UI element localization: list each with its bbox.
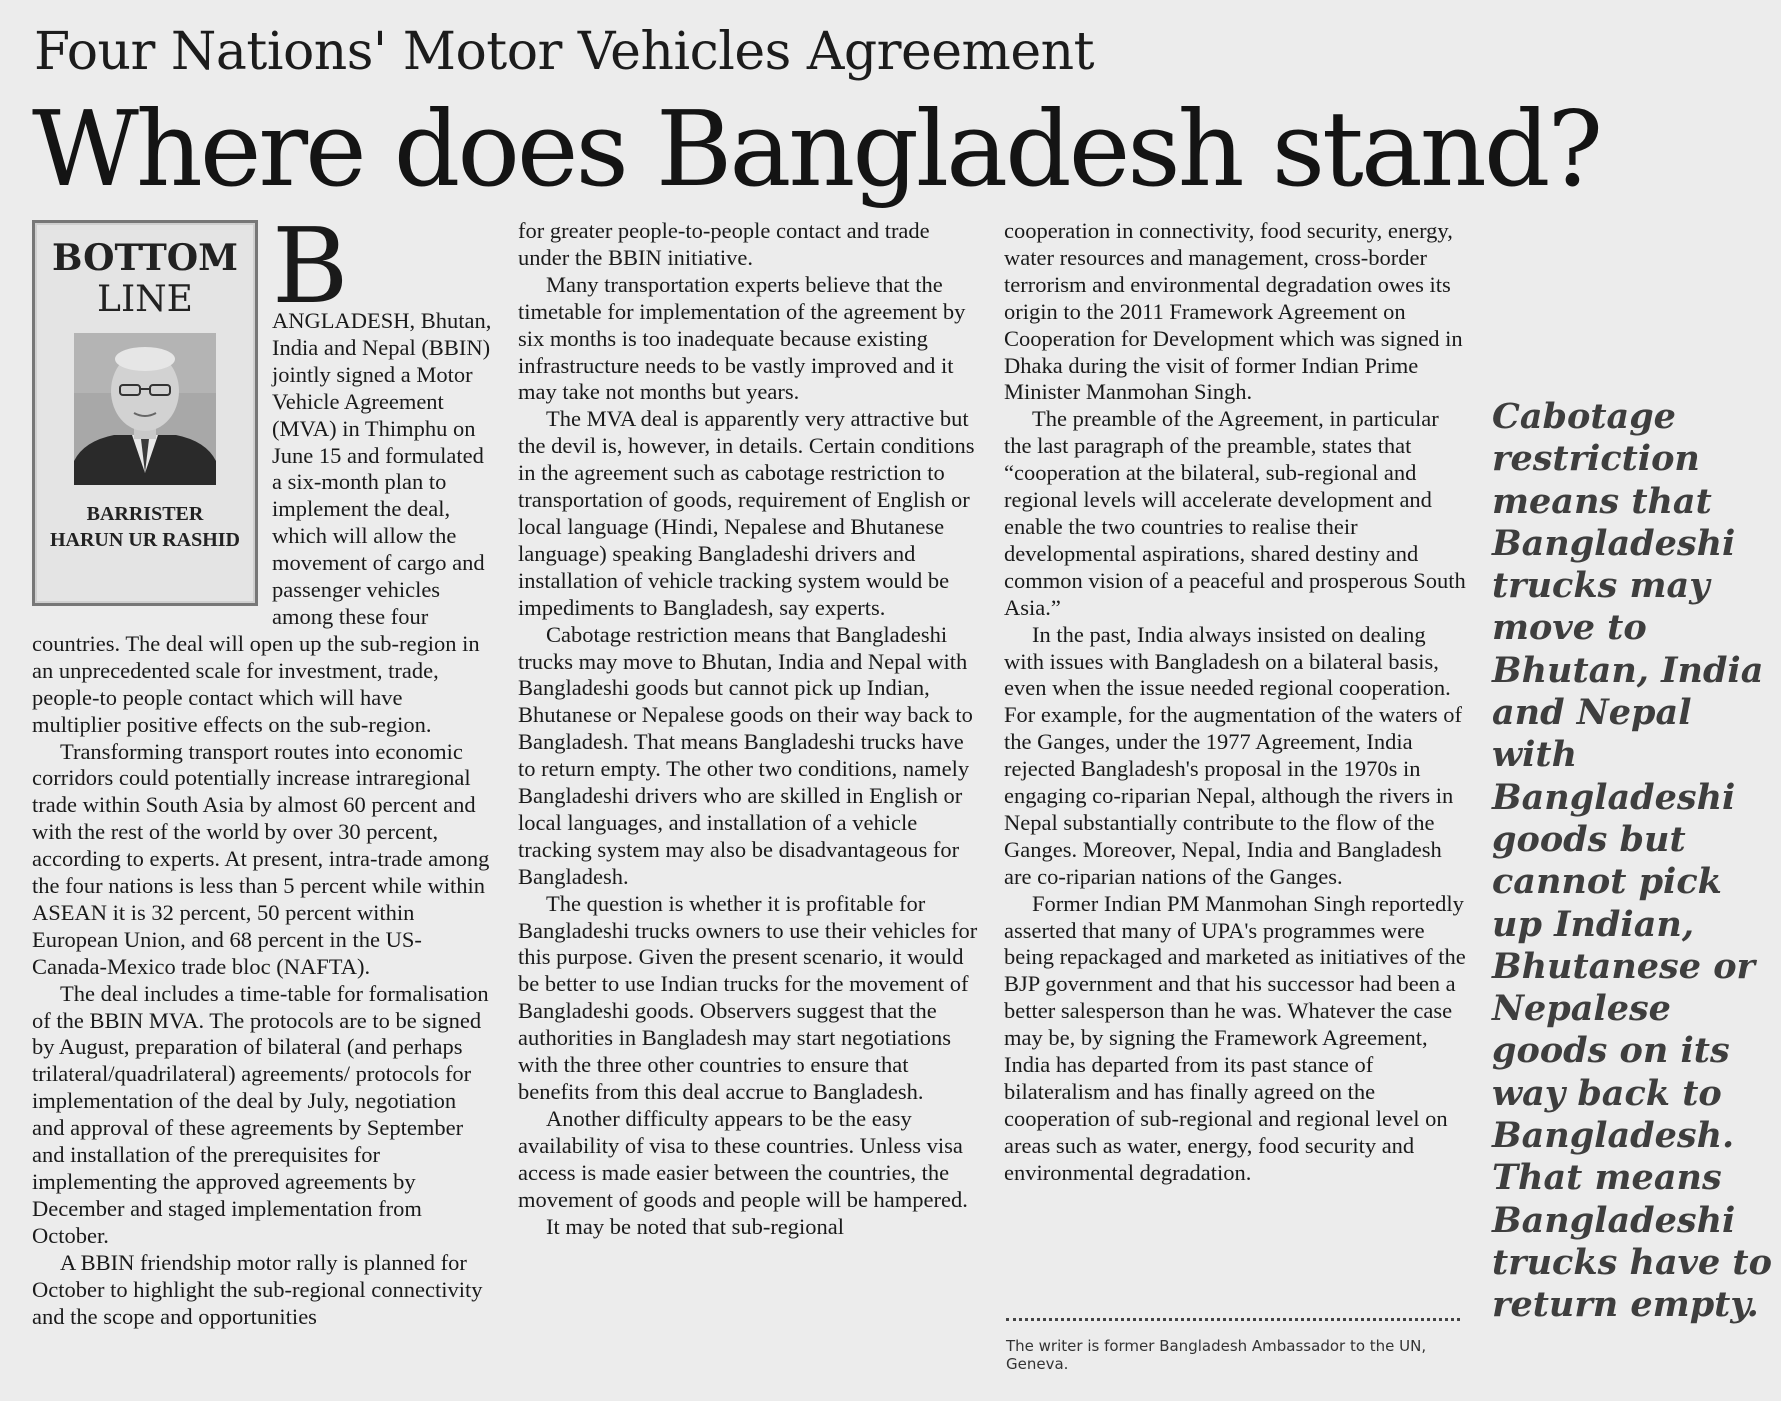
paragraph-4-start: A BBIN friendship motor rally is planned for October to highlight the sub-regional connectivity and the scope and opportunities xyxy=(32,1249,483,1329)
box-subtitle: LINE xyxy=(97,279,193,320)
author-photo xyxy=(74,333,216,485)
bottom-line-box xyxy=(32,220,258,606)
article-column-1 xyxy=(32,205,494,1330)
paragraph-12: In the past, India always insisted on dealing with issues with Bangladesh on a bilateral basis, even when the issue needed regional cooperation. For example, for the augmentation of the waters of the Ganges, under the 1977 Agreement, India rejected Bangladesh's proposal in the 1970s in engaging co-riparian Nepal, although the rivers in Nepal substantially contribute to the flow of the Ganges. Moreover, Nepal, India and Bangladesh are co-riparian nations of the Ganges. xyxy=(1004,621,1462,889)
box-title: BOTTOM xyxy=(52,237,238,279)
pull-quote: Cabotage restriction means that Bangladeshi trucks may move to Bhutan, India and Nepal with Bangladeshi goods but cannot pick up Indian, Bhutanese or Nepalese goods on its way back to Bangladesh. That means Bangladeshi trucks have to return empty. xyxy=(1492,396,1772,1326)
paragraph-2: Transforming transport routes into economic corridors could potentially increase intraregional trade within South Asia by almost 60 percent and with the rest of the world by over 30 percent, according to experts. At present, intra-trade among the four nations is less than 5 percent while within ASEAN it is 32 percent, 50 percent within European Union, and 68 percent in the US-Canada-Mexico trade bloc (NAFTA). xyxy=(32,738,490,979)
paragraph-10-end: cooperation in connectivity, food security, energy, water resources and management, cross-border terrorism and environmental degradation owes its origin to the 2011 Framework Agreement on Cooperation for Development which was signed in Dhaka during the visit of former Indian Prime Minister Manmohan Singh. xyxy=(1004,218,1463,405)
author-name-line1: BARRISTER xyxy=(86,503,204,525)
footnote-divider xyxy=(1006,1318,1460,1321)
paragraph-5: Many transportation experts believe that the timetable for implementation of the agreement by six months is too inadequate because existing infrastructure needs to be vastly improved and it may take not months but years. xyxy=(518,271,966,405)
paragraph-13: Former Indian PM Manmohan Singh reportedly asserted that many of UPA's programmes were being repackaged and marketed as initiatives of the BJP government and that his successor had been a better salesperson than he was. Whatever the case may be, by signing the Framework Agreement, India has departed from its past stance of bilateralism and has finally agreed on the cooperation of sub-regional and regional level on areas such as water, energy, food security and environmental degradation. xyxy=(1004,890,1466,1185)
article-column-3 xyxy=(1004,218,1466,1187)
article-column-2 xyxy=(518,218,980,1240)
paragraph-6: The MVA deal is apparently very attractive but the devil is, however, in details. Certain conditions in the agreement such as cabotage restriction to transportation of goods, requirement of English or local language (Hindi, Nepalese and Bhutanese language) speaking Bangladeshi drivers and installation of vehicle tracking system would be impediments to Bangladesh, say experts. xyxy=(518,406,975,620)
paragraph-1: B ANGLADESH, Bhutan, India and Nepal (BBIN) jointly signed a Motor Vehicle Agreement (MVA) in Thimphu on June 15 and formulated a six-month plan to implement the deal, which will allow the movement of cargo and passenger vehicles among these four countries. The deal will open up the sub-region in an unprecedented scale for investment, trade, people-to people contact which will have multiplier positive effects on the sub-region. xyxy=(32,205,492,737)
paragraph-8: The question is whether it is profitable for Bangladeshi trucks owners to use their vehicles for this purpose. Given the present scenario, it would be better to use Indian trucks for the movement of Bangladeshi goods. Observers suggest that the authorities in Bangladesh may start negotiations with the three other countries to ensure that benefits from this deal accrue to Bangladesh. xyxy=(518,890,978,1104)
paragraph-9: Another difficulty appears to be the easy availability of visa to these countries. Unless visa access is made easier between the countries, the movement of goods and people will be hampered. xyxy=(518,1105,968,1212)
author-footnote: The writer is former Bangladesh Ambassador to the UN, Geneva. xyxy=(1006,1337,1427,1373)
drop-cap: B xyxy=(272,205,349,327)
paragraph-3: The deal includes a time-table for formalisation of the BBIN MVA. The protocols are to be signed by August, preparation of bilateral (and perhaps trilateral/quadrilateral) agreements/ protocols for implementation of the deal by July, negotiation and approval of these agreements by September and installation of the prerequisites for implementing the approved agreements by December and staged implementation from October. xyxy=(32,980,489,1248)
paragraph-10-start: It may be noted that sub-regional xyxy=(546,1213,845,1239)
author-name-line2: HARUN UR RASHID xyxy=(49,529,240,551)
kicker: Four Nations' Motor Vehicles Agreement xyxy=(34,22,1095,82)
paragraph-7: Cabotage restriction means that Bangladeshi trucks may move to Bhutan, India and Nepal with Bangladeshi goods but cannot pick up Indian, Bhutanese or Nepalese goods on their way back to Bangladesh. That means Bangladeshi trucks have to return empty. The other two conditions, namely Bangladeshi drivers who are skilled in English or local languages, and installation of a vehicle tracking system may also be disadvantageous for Bangladesh. xyxy=(518,621,973,889)
paragraph-4-end: for greater people-to-people contact and trade under the BBIN initiative. xyxy=(518,218,930,270)
author-portrait-icon xyxy=(74,333,216,485)
paragraph-11: The preamble of the Agreement, in particular the last paragraph of the preamble, states that “cooperation at the bilateral, sub-regional and regional levels will accelerate development and enable the two countries to realise their developmental aspirations, shared destiny and common vision of a peaceful and prosperous South Asia.” xyxy=(1004,406,1466,620)
headline: Where does Bangladesh stand? xyxy=(32,88,1601,210)
